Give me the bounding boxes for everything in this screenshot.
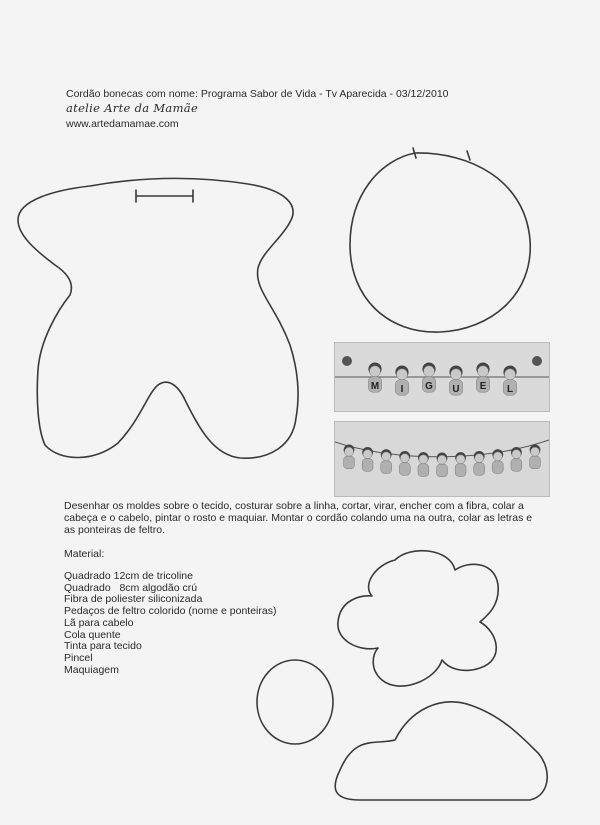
material-item: Lã para cabelo (64, 616, 134, 629)
name-letter: G (425, 380, 433, 392)
photo-name-garland (334, 342, 550, 412)
doll-figure (511, 447, 522, 471)
document-title: Cordão bonecas com nome: Programa Sabor de Vida - Tv Aparecida - 03/12/2010 (66, 88, 449, 100)
material-item: Cola quente (64, 628, 121, 641)
doll-figure (437, 453, 448, 477)
name-letter: E (479, 380, 487, 392)
material-item: Maquiagem (64, 663, 119, 676)
doll-figure (530, 445, 541, 469)
material-item: Pedaços de feltro colorido (nome e ponteiras) (64, 605, 277, 618)
hair-pattern-shape (338, 551, 498, 686)
end-cap-cloud-shape (335, 702, 547, 800)
opening-mark (136, 190, 193, 202)
head-pattern-shape (350, 153, 530, 332)
website-link[interactable]: www.artedamamae.com (66, 118, 179, 130)
doll-figure (449, 366, 462, 396)
name-letter: L (506, 383, 514, 395)
brand-name: atelie Arte da Mamãe (66, 101, 199, 115)
doll-figure (422, 363, 435, 393)
doll-figure (492, 449, 503, 473)
instructions-text: Desenhar os moldes sobre o tecido, costurar sobre a linha, cortar, virar, encher com a fibra, colar a cabeça e o cabelo, pintar o rosto e maquiar. Montar o cordão colando uma na outra, colar as letras e as ponteiras de feltro. (64, 500, 533, 536)
doll-figure (476, 363, 489, 393)
material-item: Tinta para tecido (64, 640, 142, 653)
material-item: Quadrado 12cm de tricoline (64, 570, 193, 582)
name-letter: I (400, 383, 404, 395)
material-list (64, 571, 276, 676)
photo-doll-garland (334, 421, 550, 497)
material-item: Pincel (64, 651, 93, 664)
material-item: Fibra de poliester siliconizada (64, 593, 203, 606)
name-letter: U (452, 383, 460, 395)
doll-figure (418, 452, 429, 476)
doll-figure (503, 366, 516, 396)
garland-end-cap (342, 356, 352, 366)
doll-figure (455, 452, 466, 476)
material-item: Quadrado 8cm algodão crú (64, 581, 198, 594)
doll-figure (381, 449, 392, 473)
doll-figure (395, 366, 408, 396)
doll-figure (344, 445, 355, 469)
material-title: Material: (64, 548, 105, 560)
body-pattern-shape (18, 178, 298, 458)
garland-end-cap (532, 356, 542, 366)
doll-figure (399, 451, 410, 475)
name-letter: M (370, 380, 380, 392)
doll-figure (474, 451, 485, 475)
doll-figure (362, 447, 373, 471)
doll-figure (368, 363, 381, 393)
